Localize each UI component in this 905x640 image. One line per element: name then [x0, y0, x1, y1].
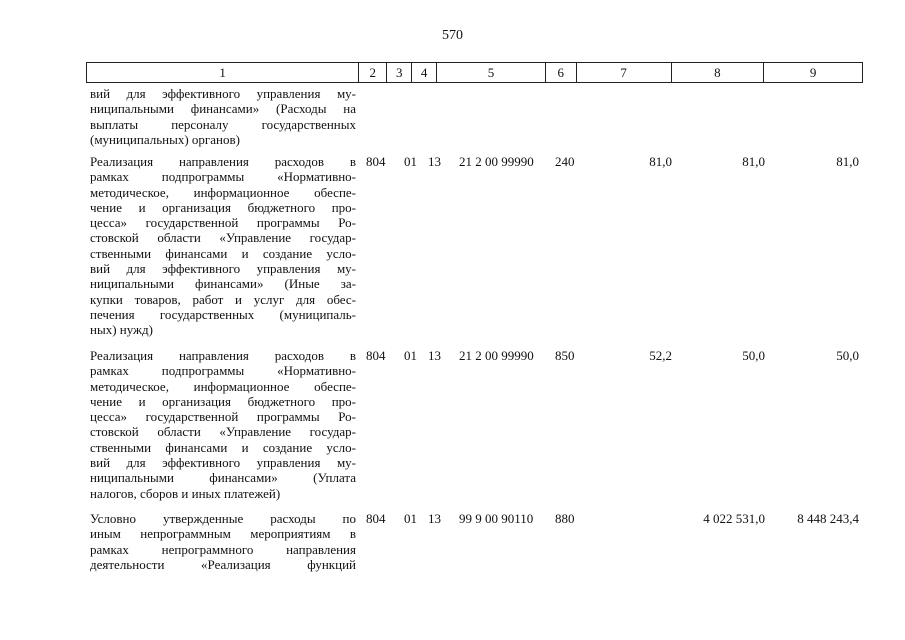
desc-line: налогов, сборов и иных платежей) — [90, 485, 281, 501]
desc-line: печения государственных (муниципаль- — [90, 306, 356, 322]
desc-line: вий для эффективного управления му- — [90, 86, 356, 101]
desc-line: ниципальными финансами» (Расходы на — [90, 101, 356, 117]
desc-line: чение и организация бюджетного про- — [90, 199, 356, 215]
desc-line: методическое, информационное обеспе- — [90, 184, 356, 200]
desc-line: вий для эффективного управления му- — [90, 261, 356, 277]
cell-expense-type: 240 — [555, 154, 575, 169]
desc-line: иным непрограммным мероприятиям в — [90, 526, 356, 542]
row-description — [90, 154, 356, 338]
header-cell-5: 5 — [437, 63, 546, 82]
cell-amount-9: 8 448 243,4 — [797, 511, 859, 526]
cell-ministry: 804 — [366, 348, 386, 363]
header-cell-1: 1 — [87, 63, 359, 82]
row-description — [90, 511, 356, 572]
cell-target-article: 21 2 00 99990 — [459, 154, 534, 169]
header-cell-9: 9 — [809, 65, 817, 80]
desc-line: ственными финансами и создание усло- — [90, 439, 356, 455]
desc-line: Реализация направления расходов в — [90, 348, 356, 363]
cell-subsection: 13 — [428, 348, 441, 363]
header-cell-7: 7 — [577, 63, 672, 82]
cell-amount-9: 50,0 — [836, 348, 859, 363]
page-number: 570 — [442, 28, 463, 43]
cell-target-article: 21 2 00 99990 — [459, 348, 534, 363]
desc-line: Условно утвержденные расходы по — [90, 511, 356, 526]
cell-amount-8: 81,0 — [742, 154, 765, 169]
desc-line: деятельности «Реализация функций — [90, 556, 356, 572]
row-description — [90, 348, 356, 501]
header-cell-8: 8 — [672, 63, 765, 82]
desc-line: рамках подпрограммы «Нормативно- — [90, 363, 356, 379]
desc-line: стовской области «Управление государ- — [90, 230, 356, 246]
table-header-row — [86, 62, 863, 83]
cell-target-article: 99 9 00 90110 — [459, 511, 534, 526]
cell-expense-type: 880 — [555, 511, 575, 526]
cell-amount-8: 50,0 — [742, 348, 765, 363]
cell-ministry: 804 — [366, 511, 386, 526]
row-description — [90, 86, 356, 147]
desc-line: вий для эффективного управления му- — [90, 455, 356, 471]
cell-ministry: 804 — [366, 154, 386, 169]
desc-line: рамках непрограммного направления — [90, 541, 356, 557]
cell-amount-8: 4 022 531,0 — [703, 511, 765, 526]
header-cell-6: 6 — [546, 63, 577, 82]
desc-line: цесса» государственной программы Ро- — [90, 409, 356, 425]
header-cell-2: 2 — [359, 63, 387, 82]
desc-line: ниципальными финансами» (Уплата — [90, 470, 356, 486]
cell-subsection: 13 — [428, 511, 441, 526]
cell-amount-9: 81,0 — [836, 154, 859, 169]
desc-line: стовской области «Управление государ- — [90, 424, 356, 440]
header-cell-3: 3 — [387, 63, 412, 82]
desc-line: купки товаров, работ и услуг для обес- — [90, 291, 356, 307]
desc-line: ственными финансами и создание усло- — [90, 245, 356, 261]
desc-line: методическое, информационное обеспе- — [90, 378, 356, 394]
cell-expense-type: 850 — [555, 348, 575, 363]
cell-amount-7: 52,2 — [649, 348, 672, 363]
desc-line: (муниципальных) органов) — [90, 131, 240, 147]
desc-line: ных) нужд) — [90, 322, 153, 338]
desc-line: выплаты персоналу государственных — [90, 116, 356, 132]
cell-subsection: 13 — [428, 154, 441, 169]
cell-section: 01 — [404, 348, 417, 363]
header-cell-4: 4 — [412, 63, 437, 82]
desc-line: цесса» государственной программы Ро- — [90, 215, 356, 231]
desc-line: Реализация направления расходов в — [90, 154, 356, 169]
desc-line: чение и организация бюджетного про- — [90, 393, 356, 409]
cell-amount-7: 81,0 — [649, 154, 672, 169]
cell-section: 01 — [404, 511, 417, 526]
cell-section: 01 — [404, 154, 417, 169]
desc-line: рамках подпрограммы «Нормативно- — [90, 169, 356, 185]
desc-line: ниципальными финансами» (Иные за- — [90, 276, 356, 292]
